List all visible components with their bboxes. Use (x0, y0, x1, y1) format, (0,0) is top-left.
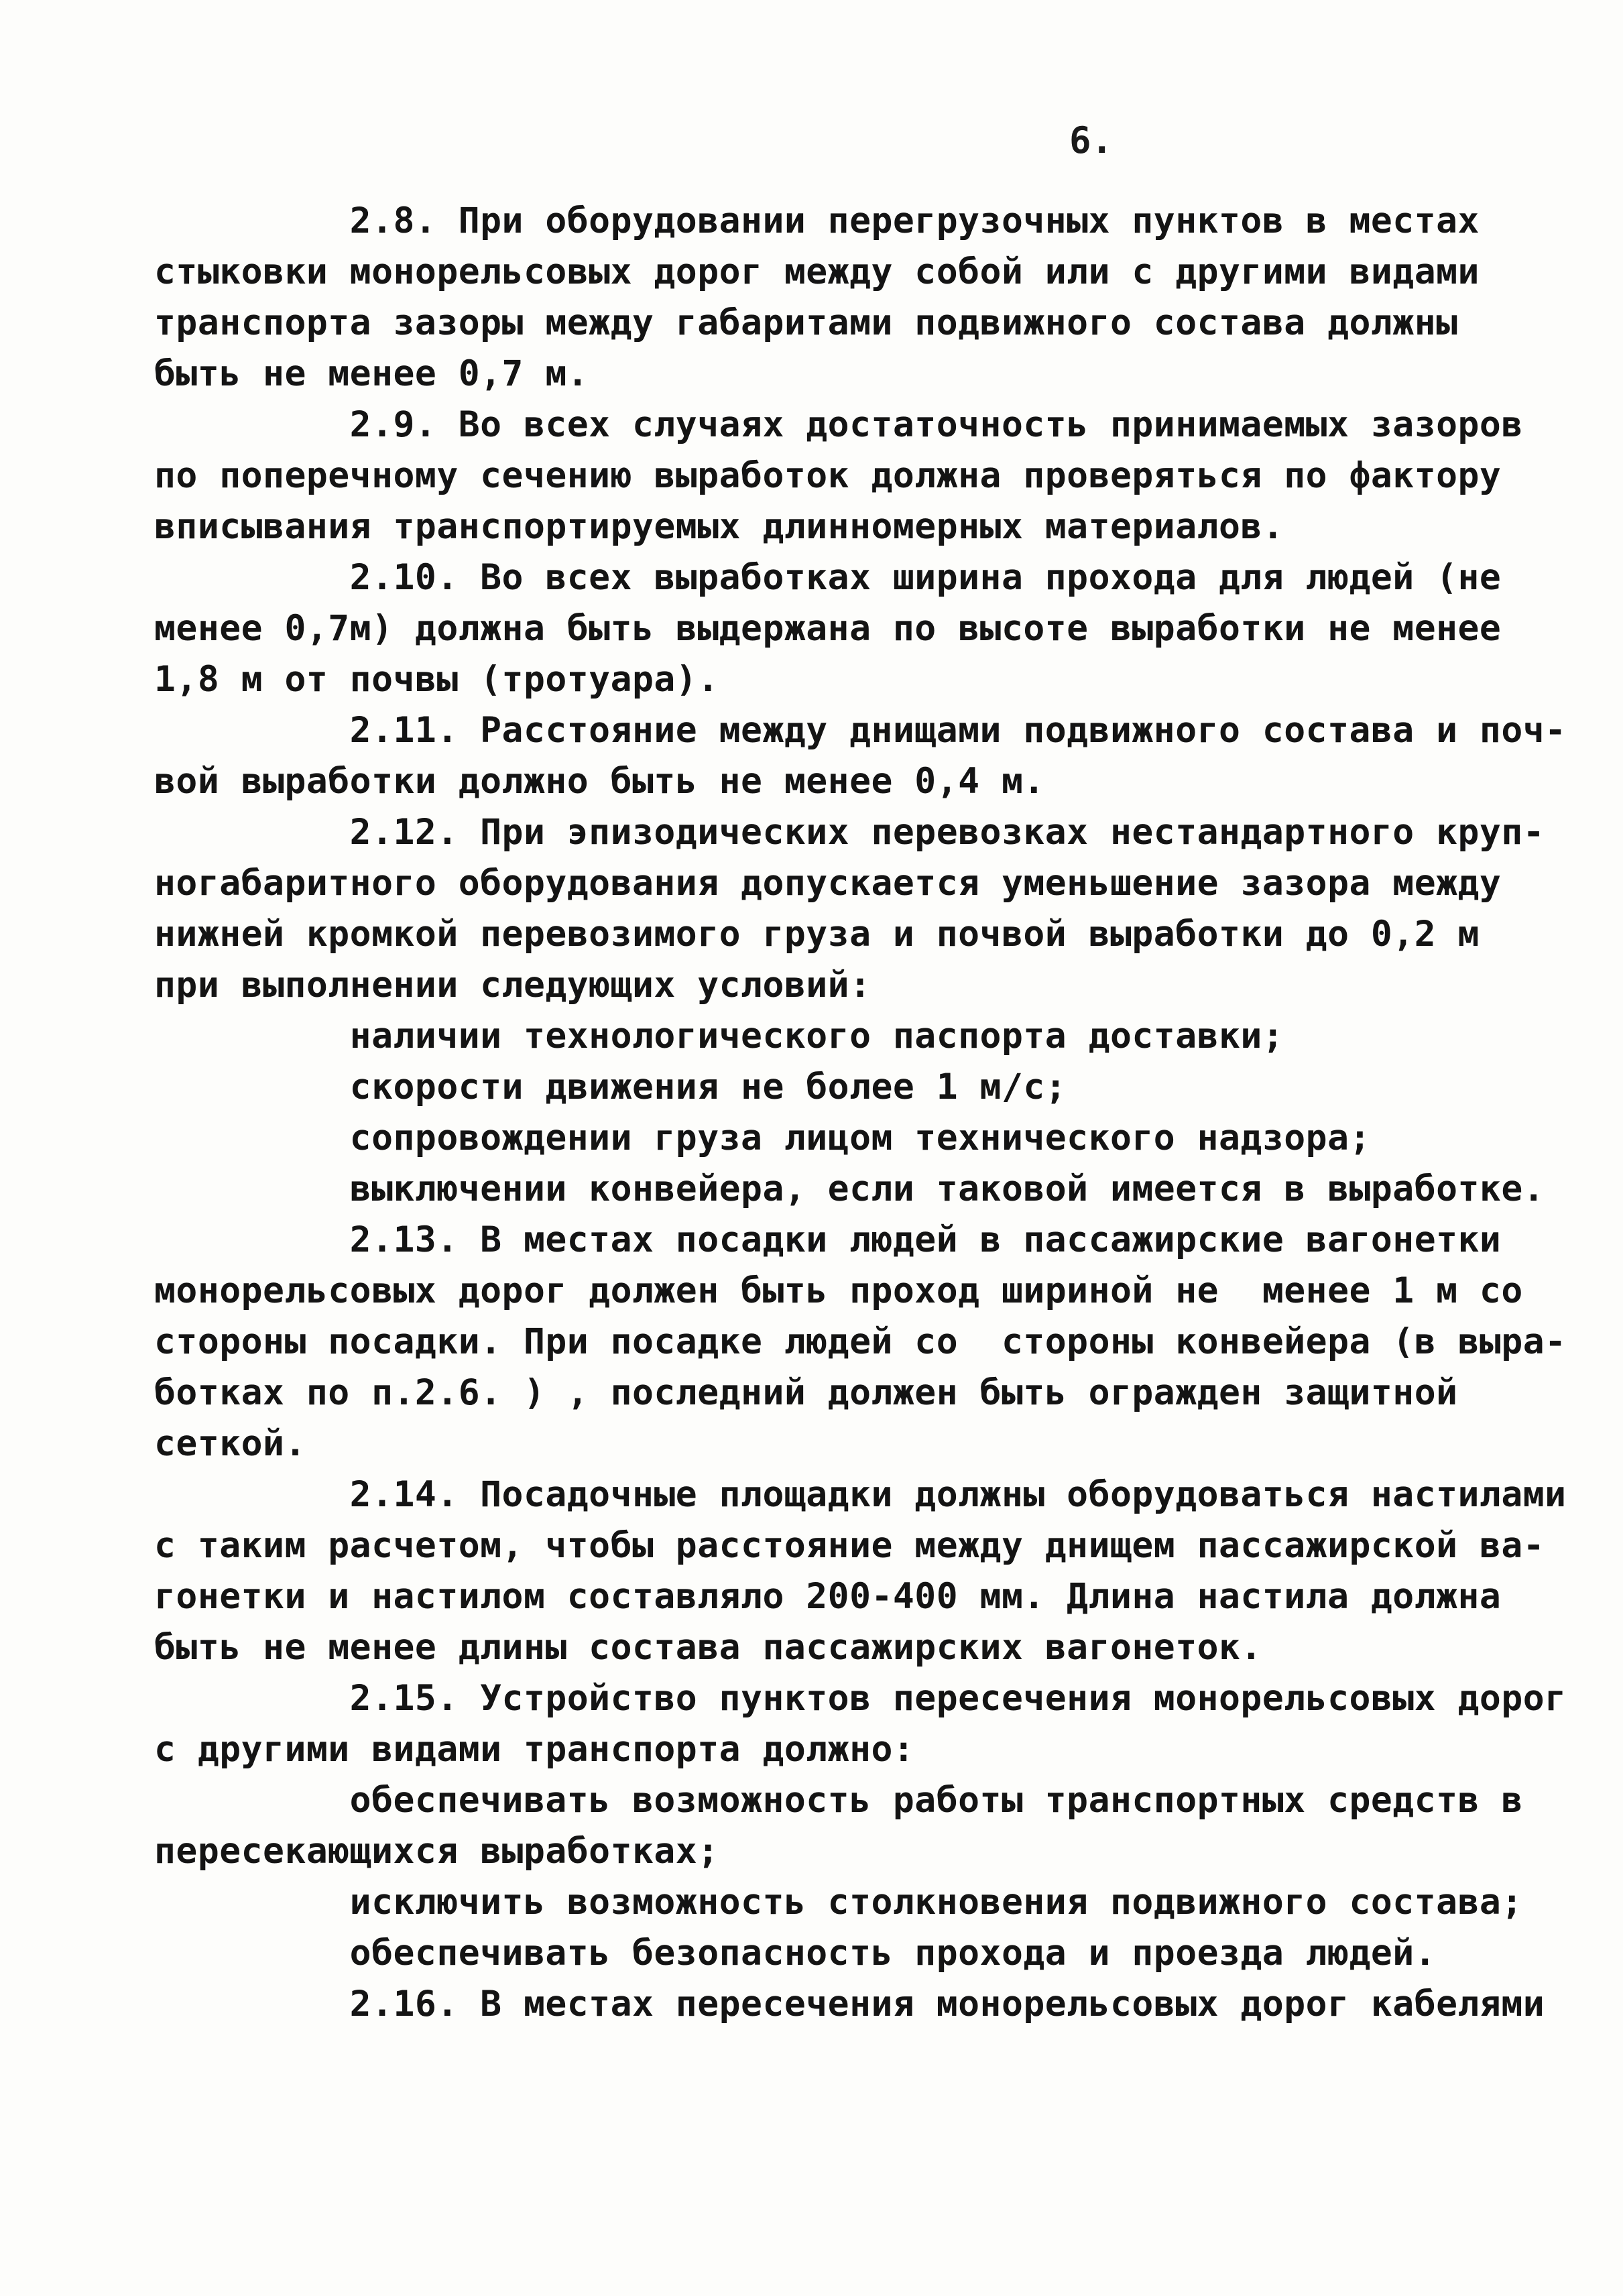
text-line: стыковки монорельсовых дорог между собой или с другими видами (154, 251, 1480, 292)
text-line: быть не менее длины состава пассажирских вагонеток. (154, 1627, 1262, 1668)
text-line: обеспечивать возможность работы транспортных средств в (154, 1780, 1523, 1821)
text-line: быть не менее 0,7 м. (154, 353, 589, 394)
text-line: 2.13. В местах посадки людей в пассажирские вагонетки (154, 1219, 1502, 1260)
text-line: 1,8 м от почвы (тротуара). (154, 659, 719, 700)
text-line: сопровождении груза лицом технического надзора; (154, 1117, 1371, 1158)
text-line: обеспечивать безопасность прохода и проезда людей. (154, 1933, 1437, 1974)
text-line: вой выработки должно быть не менее 0,4 м. (154, 761, 1045, 802)
text-line: 2.16. В местах пересечения монорельсовых дорог кабелями (154, 1984, 1545, 2025)
text-line: с таким расчетом, чтобы расстояние между днищем пассажирской ва- (154, 1525, 1545, 1566)
page-number: 6. (1069, 119, 1114, 162)
text-line: с другими видами транспорта должно: (154, 1729, 915, 1770)
text-line: ногабаритного оборудования допускается уменьшение зазора между (154, 863, 1502, 904)
text-line: 2.11. Расстояние между днищами подвижного состава и поч- (154, 710, 1567, 751)
text-line: исключить возможность столкновения подвижного состава; (154, 1882, 1523, 1923)
text-line: менее 0,7м) должна быть выдержана по высоте выработки не менее (154, 608, 1502, 649)
text-line: стороны посадки. При посадке людей со стороны конвейера (в выра- (154, 1321, 1567, 1362)
text-line: при выполнении следующих условий: (154, 965, 871, 1006)
text-line: 2.14. Посадочные площадки должны оборудоваться настилами (154, 1474, 1567, 1515)
body-text (154, 196, 1567, 2030)
text-line: 2.8. При оборудовании перегрузочных пунктов в местах (154, 200, 1480, 241)
text-line: гонетки и настилом составляло 200-400 мм. Длина настила должна (154, 1576, 1502, 1617)
text-line: транспорта зазоры между габаритами подвижного состава должны (154, 302, 1458, 343)
text-line: скорости движения не более 1 м/с; (154, 1067, 1067, 1107)
text-line: 2.12. При эпизодических перевозках нестандартного круп- (154, 812, 1545, 853)
text-line: вписывания транспортируемых длинномерных материалов. (154, 506, 1284, 547)
text-line: наличии технологического паспорта доставки; (154, 1016, 1284, 1056)
text-line: 2.10. Во всех выработках ширина прохода для людей (не (154, 557, 1502, 598)
text-line: ботках по п.2.6. ) , последний должен быть огражден защитной (154, 1372, 1458, 1413)
text-line: 2.15. Устройство пунктов пересечения монорельсовых дорог (154, 1678, 1567, 1719)
text-line: сеткой. (154, 1423, 306, 1464)
text-line: пересекающихся выработках; (154, 1831, 719, 1872)
text-line: выключении конвейера, если таковой имеется в выработке. (154, 1168, 1545, 1209)
text-line: монорельсовых дорог должен быть проход шириной не менее 1 м со (154, 1270, 1523, 1311)
text-line: 2.9. Во всех случаях достаточность принимаемых зазоров (154, 404, 1523, 445)
text-line: по поперечному сечению выработок должна проверяться по фактору (154, 455, 1502, 496)
text-line: нижней кромкой перевозимого груза и почвой выработки до 0,2 м (154, 914, 1480, 955)
